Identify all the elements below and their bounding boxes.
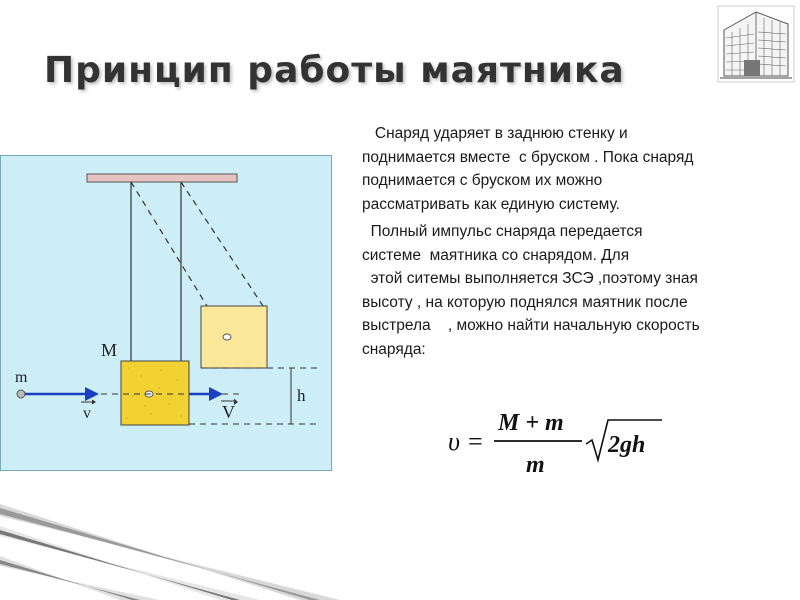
formula-radicand: 2gh: [608, 432, 646, 458]
arrow-v-head: [85, 387, 99, 401]
text-line: системе маятника со снарядом. Для: [362, 246, 630, 264]
text-line: поднимается с бруском их можно: [362, 172, 603, 189]
ceiling-beam: [87, 174, 237, 182]
paragraph-1: [362, 122, 794, 216]
block-M: [121, 361, 189, 425]
string-raised-right: [181, 182, 263, 306]
arrow-V-head: [209, 387, 223, 401]
text-line: высоту , на которую поднялся маятник после: [362, 293, 688, 311]
label-M: M: [101, 340, 118, 360]
label-h: h: [297, 386, 306, 405]
text-line: этой ситемы выполняется ЗСЭ ,поэтому зная: [362, 270, 698, 287]
label-m: m: [15, 369, 28, 386]
text-line: рассматривать как единую систему.: [362, 195, 620, 213]
formula-denominator: m: [526, 452, 545, 478]
label-v: v: [83, 405, 91, 422]
bullet-m: [17, 390, 25, 398]
formula-numerator: M + m: [498, 410, 564, 436]
formula-lhs: υ =: [448, 427, 484, 456]
text-line: снаряда:: [362, 340, 426, 358]
ballistic-pendulum-diagram: [0, 155, 332, 471]
text-line: Снаряд ударяет в заднюю стенку и: [362, 125, 628, 142]
velocity-formula: [448, 404, 668, 480]
text-line: поднимается вместе с бруском . Пока снаряд: [362, 148, 694, 166]
raised-block: [201, 306, 267, 368]
decorative-stripes: [0, 496, 340, 600]
explanation-text: [362, 122, 794, 361]
text-line: выстрела , можно найти начальную скорость: [362, 317, 700, 334]
string-raised-left: [131, 182, 207, 306]
slide-title: Принцип работы маятника: [44, 50, 625, 91]
raised-bullet: [223, 334, 231, 340]
building-logo-icon: [716, 4, 796, 84]
paragraph-2: [362, 220, 794, 361]
text-line: Полный импульс снаряда передается: [362, 223, 643, 240]
label-V: V: [222, 402, 235, 422]
